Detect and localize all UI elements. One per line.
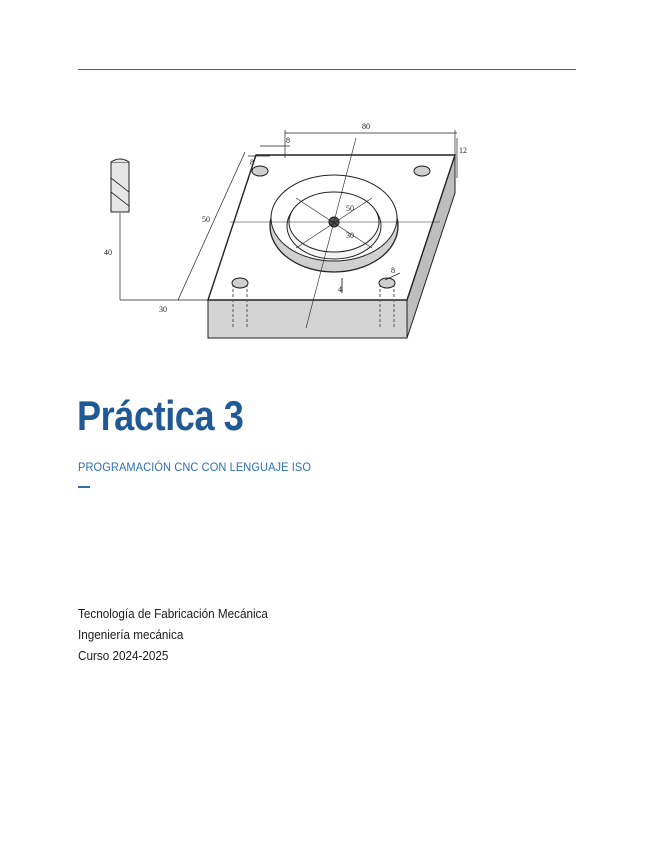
svg-text:80: 80 (362, 122, 370, 131)
svg-text:8: 8 (250, 158, 254, 167)
end-mill-tool-icon (111, 159, 129, 212)
course-name: Tecnología de Fabricación Mecánica (78, 606, 268, 621)
svg-text:30: 30 (159, 305, 167, 314)
academic-year: Curso 2024-2025 (78, 648, 169, 663)
bottom-right-hole-icon (379, 278, 395, 288)
degree-name: Ingeniería mecánica (78, 627, 184, 642)
course-info (78, 603, 268, 666)
svg-text:50: 50 (202, 215, 210, 224)
title-accent-dash (78, 486, 90, 488)
page-title: Práctica 3 (77, 392, 244, 439)
svg-text:4: 4 (338, 285, 342, 294)
svg-text:12: 12 (459, 146, 467, 155)
svg-text:50: 50 (346, 204, 354, 213)
svg-text:8: 8 (391, 266, 395, 275)
page-subtitle: PROGRAMACIÓN CNC CON LENGUAJE ISO (78, 460, 312, 474)
svg-text:40: 40 (104, 248, 112, 257)
top-left-hole-icon (252, 166, 268, 176)
bottom-left-hole-icon (232, 278, 248, 288)
svg-text:30: 30 (346, 231, 354, 240)
cnc-part-drawing (100, 118, 480, 350)
top-right-hole-icon (414, 166, 430, 176)
header-rule (78, 69, 576, 70)
plate-front-face (208, 300, 407, 338)
svg-text:8: 8 (286, 136, 290, 145)
